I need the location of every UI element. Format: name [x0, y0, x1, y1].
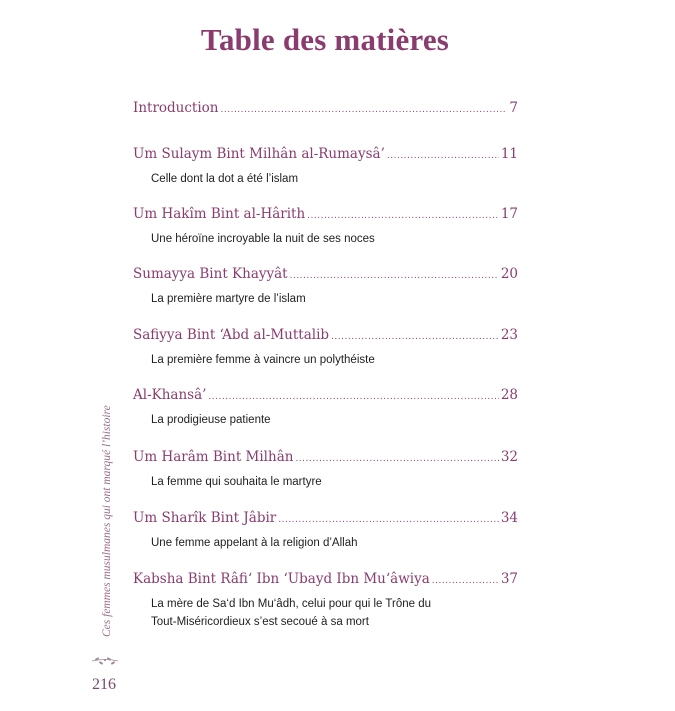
toc-entry-page: 37 — [500, 571, 518, 587]
toc-entry-safiyya[interactable] — [133, 327, 518, 369]
toc-entry-title: Introduction — [133, 100, 219, 116]
toc-entry-title: Sumayya Bint Khayyât — [133, 266, 288, 282]
running-title: Ces femmes musulmanes qui ont marqué l’histoire — [101, 405, 113, 637]
toc-entry-title: Safiyya Bint ‘Abd al-Muttalib — [133, 327, 330, 343]
toc-entry-page: 7 — [509, 100, 518, 116]
dot-leader — [278, 515, 499, 525]
toc-entry-al-khansa[interactable] — [133, 387, 518, 429]
toc-entry-title: Um Hakîm Bint al-Hârith — [133, 206, 306, 222]
dot-leader — [432, 576, 499, 586]
toc-entry-page: 23 — [500, 327, 518, 343]
toc-entry-sumayya[interactable] — [133, 266, 518, 308]
dot-leader — [331, 332, 499, 342]
dot-leader — [221, 105, 508, 115]
dot-leader — [295, 454, 498, 464]
dot-leader — [387, 151, 499, 161]
leaf-ornament-icon — [90, 655, 120, 667]
toc-entry-title: Al-Khansâ’ — [133, 387, 207, 403]
toc-entry-kabsha[interactable] — [133, 571, 518, 631]
toc-entry-page: 34 — [500, 510, 518, 526]
toc-entry-page: 32 — [500, 449, 518, 465]
toc-entry-page: 17 — [500, 206, 518, 222]
toc-entry-page: 11 — [500, 146, 518, 162]
toc-entry-introduction[interactable] — [133, 100, 518, 116]
toc-entry-page: 20 — [500, 266, 518, 282]
toc-entry-um-hakim[interactable] — [133, 206, 518, 248]
toc-entry-title: Kabsha Bint Râfi‘ Ibn ‘Ubayd Ibn Mu‘âwiya — [133, 571, 430, 587]
toc-entry-subtitle: La prodigieuse patiente — [151, 414, 271, 426]
page-number: 216 — [92, 676, 116, 693]
toc-entry-um-haram[interactable] — [133, 449, 518, 491]
toc-entry-page: 28 — [500, 387, 518, 403]
toc-entry-subtitle: Une femme appelant à la religion d’Allah — [151, 537, 358, 549]
toc-entry-title: Um Sulaym Bint Milhân al-Rumaysâ’ — [133, 146, 385, 162]
toc-entry-subtitle: La femme qui souhaita le martyre — [151, 476, 322, 488]
toc-entry-title: Um Sharîk Bint Jâbir — [133, 510, 277, 526]
toc-entry-subtitle: La première martyre de l’islam — [151, 293, 306, 305]
page-title: Table des matières — [200, 22, 450, 57]
dot-leader — [290, 271, 499, 281]
toc-entry-subtitle: Celle dont la dot a été l’islam — [151, 173, 299, 185]
toc-entry-um-sulaym[interactable] — [133, 146, 518, 188]
toc-entry-title: Um Harâm Bint Milhân — [133, 449, 294, 465]
toc-entry-subtitle: La mère de Sa‘d Ibn Mu‘âdh, celui pour qui le Trône du Tout-Miséricordieux s’est secoué à sa mort — [151, 598, 432, 628]
toc-entry-um-sharik[interactable] — [133, 510, 518, 552]
toc-entry-subtitle: La première femme à vaincre un polythéiste — [151, 354, 375, 366]
toc-entry-subtitle: Une héroïne incroyable la nuit de ses noces — [151, 233, 375, 245]
dot-leader — [208, 392, 498, 402]
dot-leader — [307, 211, 499, 221]
